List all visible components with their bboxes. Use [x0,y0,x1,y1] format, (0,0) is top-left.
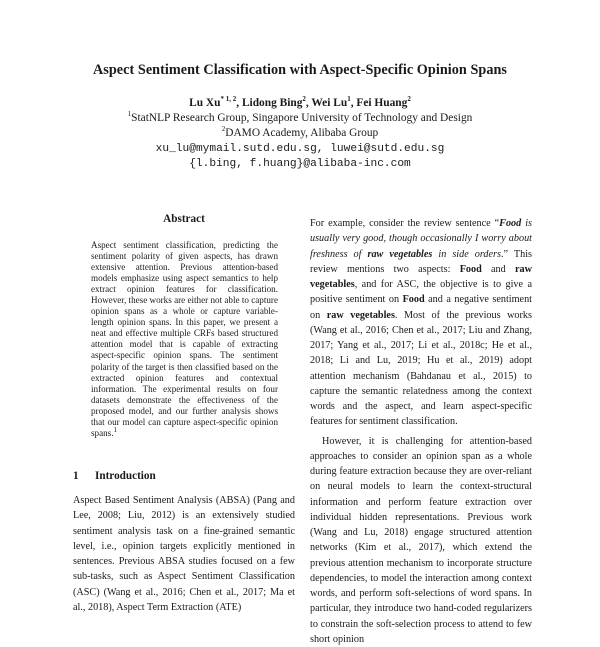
footnote-mark[interactable]: 1 [113,426,117,434]
abstract-heading: Abstract [73,213,295,225]
aspect-term: raw vegetables [368,249,433,260]
text-run: .” This review mentions two aspects: [310,249,532,275]
aspect-term: Food [403,294,425,305]
affiliation-text: DAMO Academy, Alibaba Group [225,127,378,139]
affil-mark: 2 [222,126,226,134]
author-block [0,96,600,172]
section-title: Introduction [95,470,156,482]
aspect-term: raw vegetables [310,264,532,290]
author-name: Fei Huang [356,97,407,109]
author-name: Lu Xu [189,97,220,109]
text-run: For example, consider the review sentence “ [310,218,499,229]
author-name: Wei Lu [311,97,347,109]
affiliation-2 [0,126,600,141]
paragraph: However, it is challenging for attention-based approaches to consider an opinion span as a whole during feature extraction because they are over-reliant on neural models to learn the context-structural information and perform feature extraction over individual hidden representations. Previous work (Wang and Lu, 2018) engage structured attention networks (Kim et al., 2017), which extend the previous attention mechanism to incorporate structure dependencies, to model the interaction among context words, and perform soft-selections of word spans. In particular, they introduce two hand-coded regularizers to constrain the soft-selection process to attend to few short opinion [310,434,532,647]
text-run: and [482,264,515,275]
text-run: and a negative sentiment on [310,294,532,320]
affiliation-text: StatNLP Research Group, Singapore University of Technology and Design [131,112,472,124]
author-affil-mark: * 1, 2 [221,95,237,103]
section-number: 1 [73,470,95,482]
text-run: is usually very good, though occasionally I worry about freshness of [310,218,532,260]
author-separator: , [351,97,357,109]
aspect-term: Food [499,218,521,229]
paragraph [310,216,532,430]
author-affil-mark: 2 [407,95,411,103]
author-affil-mark: 2 [302,95,306,103]
affiliation-1 [0,111,600,126]
aspect-term: raw vegetables [327,310,395,321]
author-name: Lidong Bing [242,97,302,109]
author-separator: , [236,97,242,109]
author-separator: , [306,97,312,109]
email-line-2[interactable]: {l.bing, f.huang}@alibaba-inc.com [0,157,600,172]
paper-title: Aspect Sentiment Classification with Aspect-Specific Opinion Spans [0,62,600,79]
abstract-body: Aspect sentiment classification, predicting the sentiment polarity of given aspects, has drawn extensive attention. Previous attention-based models emphasize using aspect semantics to help extract opinion features for classification. However, these works are either not able to capture opinion spans as a whole or capture variable-length opinion spans. In this paper, we present a neat and effective multiple CRFs based structured attention model that is capable of extracting aspect-specific opinion spans. The sentiment polarity of the target is then classified based on the extracted opinion features and contextual information. The experimental results on four datasets demonstrate the effectiveness of the proposed model, and our further analysis shows that our model can capture aspect-specific opinion spans. [91,240,278,438]
introduction-text: Aspect Based Sentiment Analysis (ABSA) (Pang and Lee, 2008; Liu, 2012) is an extensively studied sentiment analysis task on a fine-grained semantic level, i.e., opinion targets explicitly mentioned in sentences. Previous ABSA studies focused on a few sub-tasks, such as Aspect Sentiment Classification (ASC) (Wang et al., 2016; Chen et al., 2017; Ma et al., 2018), Aspect Term Extraction (ATE) [73,493,295,615]
aspect-term: Food [460,264,482,275]
affil-mark: 1 [128,110,132,118]
section-heading-introduction [73,470,156,482]
author-affil-mark: 1 [347,95,351,103]
text-run: in side orders [432,249,501,260]
author-names [0,96,600,111]
abstract-text [91,240,278,439]
text-run: , and for ASC, the objective is to give a positive sentiment on [310,279,532,305]
email-line-1[interactable]: xu_lu@mymail.sutd.edu.sg, luwei@sutd.edu.sg [0,142,600,157]
right-column [310,216,532,647]
text-run: . Most of the previous works (Wang et al., 2016; Chen et al., 2017; Liu and Zhang, 2017; Yang et al., 2017; Li et al., 2018c; He et al., 2018; Li and Lu, 2019; Hu et al., 2019) adopt attention mechanism (Bahdanau et al., 2015) to capture the semantic relatedness among the context words and the aspect, and learn aspect-specific features for sentiment classification. [310,310,532,428]
